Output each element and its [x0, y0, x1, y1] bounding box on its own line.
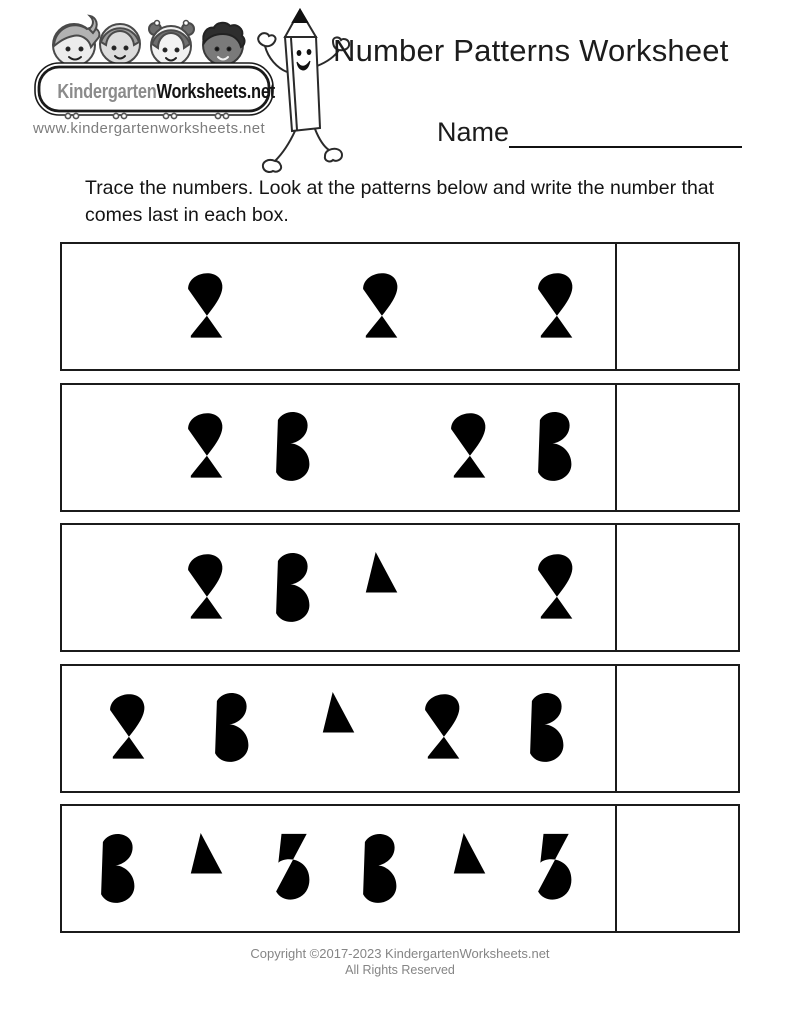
trace-digit-4 [312, 686, 366, 770]
footer-copyright: Copyright ©2017-2023 KindergartenWorksheets.net [250, 946, 550, 961]
trace-digit-3 [355, 827, 409, 911]
answer-box[interactable] [615, 666, 738, 791]
trace-digit-5 [268, 827, 322, 911]
instructions-text: Trace the numbers. Look at the patterns below and write the number that comes last in each box. [85, 177, 715, 227]
worksheet-row [60, 664, 740, 793]
trace-digit-3 [522, 686, 576, 770]
trace-digit-2 [102, 686, 156, 770]
rows-container [60, 242, 740, 945]
trace-digit-3 [207, 686, 261, 770]
trace-digit-3 [93, 827, 147, 911]
kid-girl-ponytail [53, 16, 99, 66]
trace-digit-2 [443, 405, 497, 489]
trace-digit-3 [268, 546, 322, 630]
trace-digit-2 [417, 686, 471, 770]
kid-girl-pigtails [149, 21, 194, 67]
brand-gray-part: Kindergarten [57, 81, 157, 103]
trace-digit-1 [355, 405, 409, 489]
trace-digit-1 [443, 546, 497, 630]
trace-cell [62, 244, 615, 369]
worksheet-row [60, 242, 740, 371]
trace-digit-5 [530, 827, 584, 911]
brand-wordmark [57, 81, 275, 104]
pencil-mascot-illustration [235, 6, 365, 176]
trace-digit-1 [443, 265, 497, 349]
trace-cell [62, 385, 615, 510]
trace-digit-1 [268, 265, 322, 349]
trace-digit-3 [530, 405, 584, 489]
trace-digit-2 [530, 546, 584, 630]
answer-box[interactable] [615, 244, 738, 369]
name-input-line[interactable] [509, 110, 742, 148]
answer-box[interactable] [615, 806, 738, 931]
trace-digit-4 [443, 827, 497, 911]
trace-digit-1 [93, 405, 147, 489]
site-url: www.kindergartenworksheets.net [33, 120, 266, 137]
page-title: Number Patterns Worksheet [333, 33, 729, 68]
brand-black-part: Worksheets.net [156, 81, 275, 103]
trace-digit-3 [268, 405, 322, 489]
trace-cell [62, 525, 615, 650]
worksheet-row [60, 523, 740, 652]
worksheet-row [60, 383, 740, 512]
trace-cell [62, 666, 615, 791]
page-footer [0, 946, 800, 977]
worksheet-row [60, 804, 740, 933]
trace-digit-1 [93, 546, 147, 630]
trace-digit-2 [180, 405, 234, 489]
trace-digit-2 [180, 546, 234, 630]
trace-digit-4 [180, 827, 234, 911]
name-label: Name [437, 117, 510, 147]
footer-rights: All Rights Reserved [345, 963, 455, 977]
trace-digit-2 [180, 265, 234, 349]
answer-box[interactable] [615, 385, 738, 510]
trace-digit-2 [530, 265, 584, 349]
trace-digit-1 [93, 265, 147, 349]
trace-digit-2 [355, 265, 409, 349]
answer-box[interactable] [615, 525, 738, 650]
kid-boy-bowlcut [100, 24, 140, 64]
trace-digit-4 [355, 546, 409, 630]
trace-cell [62, 806, 615, 931]
name-field [437, 110, 742, 148]
